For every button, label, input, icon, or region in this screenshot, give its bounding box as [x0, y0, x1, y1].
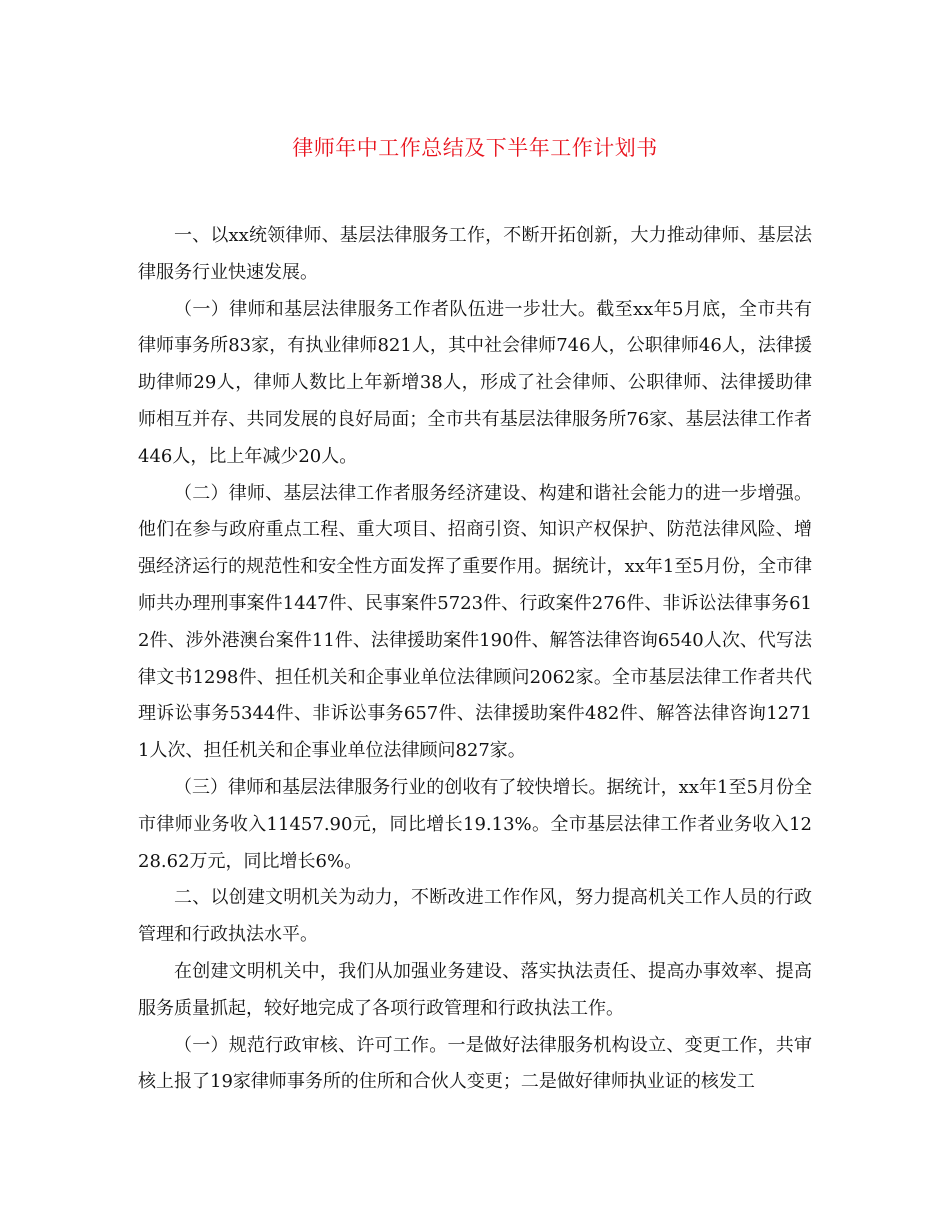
paragraph-section-two: 二、以创建文明机关为动力，不断改进工作作风，努力提高机关工作人员的行政管理和行政执法水平。 — [138, 887, 812, 946]
paragraph-revenue-growth: （三）律师和基层法律服务行业的创收有了较快增长。据统计，xx年1至5月份全市律师业务收入11457.90元，同比增长19.13%。全市基层法律工作者业务收入1228.62万元，同比增长6%。 — [138, 776, 813, 872]
document-body — [138, 218, 812, 1101]
paragraph-service-capacity: （二）律师、基层法律工作者服务经济建设、构建和谐社会能力的进一步增强。他们在参与政府重点工程、重大项目、招商引资、知识产权保护、防范法律风险、增强经济运行的规范性和安全性方面发挥了重要作用。据统计，xx年1至5月份，全市律师共办理刑事案件1447件、民事案件5723件、行政案件276件、非诉讼法律事务612件、涉外港澳台案件11件、法律援助案件190件、解答法律咨询6540人次、代写法律文书1298件、担任机关和企事业单位法律顾问2062家。全市基层法律工作者共代理诉讼事务5344件、非诉讼事务657件、法律援助案件482件、解答法律咨询12711人次、担任机关和企事业单位法律顾问827家。 — [138, 482, 812, 762]
paragraph-civilized-office: 在创建文明机关中，我们从加强业务建设、落实执法责任、提高办事效率、提高服务质量抓起，较好地完成了各项行政管理和行政执法工作。 — [138, 960, 812, 1019]
paragraph-administrative-review: （一）规范行政审核、许可工作。一是做好法律服务机构设立、变更工作，共审核上报了19家律师事务所的住所和合伙人变更；二是做好律师执业证的核发工 — [138, 1034, 812, 1093]
document-title: 律师年中工作总结及下半年工作计划书 — [292, 136, 658, 160]
paragraph-team-growth: （一）律师和基层法律服务工作者队伍进一步壮大。截至xx年5月底，全市共有律师事务所83家，有执业律师821人，其中社会律师746人，公职律师46人，法律援助律师29人，律师人数比上年新增38人，形成了社会律师、公职律师、法律援助律师相互并存、共同发展的良好局面；全市共有基层法律服务所76家、基层法律工作者446人，比上年减少20人。 — [138, 298, 812, 467]
paragraph-section-one: 一、以xx统领律师、基层法律服务工作，不断开拓创新，大力推动律师、基层法律服务行业快速发展。 — [138, 225, 812, 283]
